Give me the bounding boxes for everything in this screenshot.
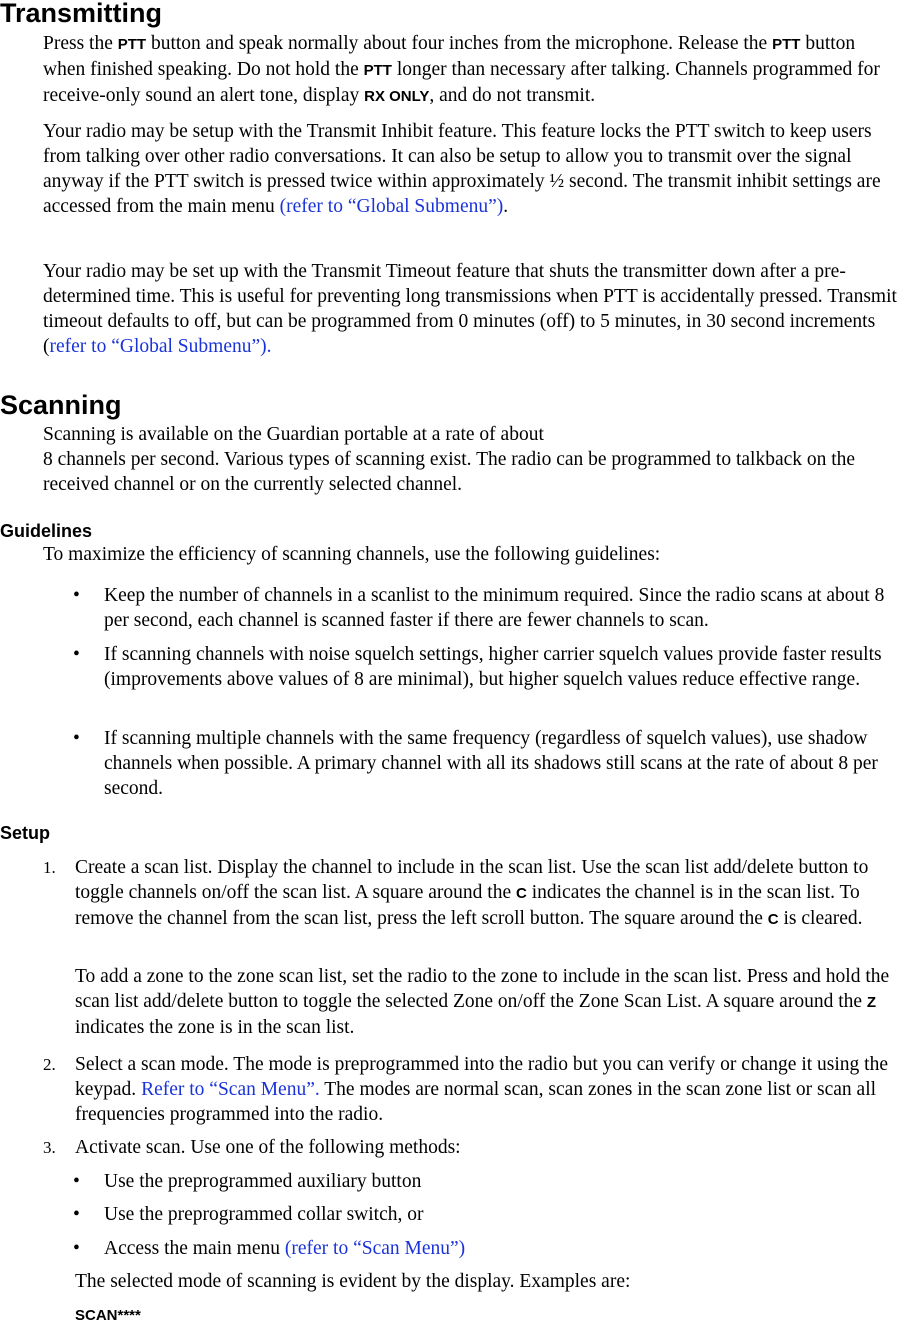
scan-mode-example: SCAN**** (75, 1307, 141, 1324)
bullet-marker: • (73, 728, 80, 749)
scan-menu-link[interactable]: Refer to “Scan Menu”. (141, 1079, 320, 1100)
transmitting-paragraph-inhibit: Your radio may be setup with the Transmit Inhibit feature. This feature locks the PTT switch to keep users from talking over other radio conversations. It can also be setup to allow you to transmit over the signal anyway if the PTT switch is pressed twice within approximately ½ second. The transmit inhibit settings are accessed from the main menu (refer to “Global Submenu”). (43, 121, 881, 217)
ptt-key-label: PTT (363, 62, 392, 79)
list-item: • Access the main menu (refer to “Scan Menu”) (73, 1238, 466, 1259)
transmitting-paragraph-timeout: Your radio may be set up with the Transmit Timeout feature that shuts the transmitter down after a pre-determined time. This is useful for preventing long transmissions when PTT is accidentally pressed. Transmit timeout defaults to off, but can be programmed from 0 minutes (off) to 5 minutes, in 30 second increments (refer to “Global Submenu”). (43, 261, 897, 357)
list-item: • Keep the number of channels in a scanlist to the minimum required. Since the radio scans at about 8 per second, each channel is scanned faster if there are fewer channels to scan. (73, 585, 885, 631)
guidelines-heading: Guidelines (0, 521, 93, 541)
setup-step-3: 3. Activate scan. Use one of the following methods: (43, 1137, 461, 1158)
global-submenu-link[interactable]: (refer to “Global Submenu”) (279, 196, 504, 217)
channel-indicator-label: C (767, 911, 779, 928)
global-submenu-link[interactable]: refer to “Global Submenu”). (49, 336, 272, 357)
bullet-marker: • (73, 1171, 80, 1192)
scan-menu-link[interactable]: (refer to “Scan Menu”) (284, 1238, 466, 1259)
list-item: • Use the preprogrammed collar switch, or (73, 1204, 424, 1225)
step-number: 1. (43, 858, 56, 877)
setup-step-2: 2. Select a scan mode. The mode is preprogrammed into the radio but you can verify or change it using the keypad. Refer to “Scan Menu”. The modes are normal scan, scan zones in the scan zone list or scan all frequencies programmed into the radio. (43, 1054, 888, 1125)
bullet-marker: • (73, 1238, 80, 1259)
scanning-heading: Scanning (0, 390, 122, 420)
ptt-key-label: PTT (772, 36, 801, 53)
setup-step-1: 1. Create a scan list. Display the channel to include in the scan list. Use the scan list add/delete button to toggle channels on/off the scan list. A square around the C indicates the channel is in the scan list. To remove the channel from the scan list, press the left scroll button. The square around the C is cleared. (43, 857, 869, 929)
guidelines-intro: To maximize the efficiency of scanning channels, use the following guidelines: (43, 544, 661, 565)
channel-indicator-label: C (516, 885, 527, 902)
rx-only-display-label: RX ONLY (364, 88, 430, 105)
step-number: 3. (43, 1138, 56, 1157)
transmitting-paragraph-ptt: Press the PTT button and speak normally about four inches from the microphone. Release the PTT button when finished speaking. Do not hold the PTT longer than necessary after talking. Channels programmed for receive-only sound an alert tone, display RX ONLY, and do not transmit. (43, 33, 880, 106)
setup-heading: Setup (0, 823, 51, 843)
bullet-marker: • (73, 1204, 80, 1225)
step-number: 2. (43, 1055, 56, 1074)
scanning-paragraph: Scanning is available on the Guardian portable at a rate of about 8 channels per second. Various types of scanning exist. The radio can be programmed to talkback on the received channel or on the currently selected channel. (43, 424, 856, 495)
bullet-marker: • (73, 644, 80, 665)
ptt-key-label: PTT (117, 36, 147, 53)
zone-indicator-label: Z (866, 994, 877, 1011)
list-item: • If scanning multiple channels with the same frequency (regardless of squelch values), use shadow channels when possible. A primary channel with all its shadows still scans at the rate of about 8 per second. (73, 728, 878, 799)
list-item: • Use the preprogrammed auxiliary button (73, 1171, 422, 1192)
list-item: • If scanning channels with noise squelch settings, higher carrier squelch values provide faster results (improvements above values of 8 are minimal), but higher squelch values reduce effective range. (73, 644, 882, 690)
scan-display-note: The selected mode of scanning is evident by the display. Examples are: (75, 1271, 631, 1292)
bullet-marker: • (73, 585, 80, 606)
setup-step-1-zone-note: To add a zone to the zone scan list, set the radio to the zone to include in the scan list. Press and hold the scan list add/delete button to toggle the selected Zone on/off the Zone Scan List. A square around the Z indicates the zone is in the scan list. (75, 966, 890, 1038)
transmitting-heading: Transmitting (0, 0, 163, 28)
